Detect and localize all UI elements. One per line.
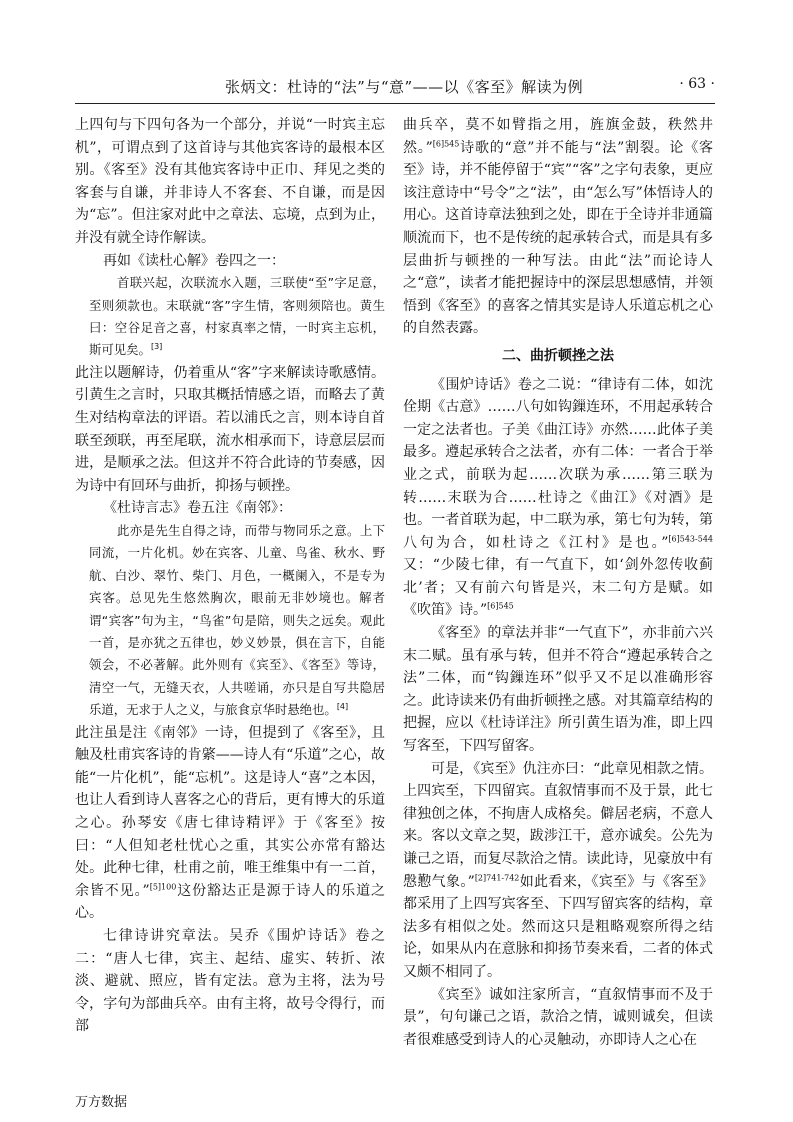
block-quote <box>75 272 385 362</box>
header-rule <box>75 103 715 104</box>
paragraph <box>403 114 713 340</box>
paragraph <box>403 374 713 623</box>
text: 《围炉诗话》卷之二说：“律诗有二体，如沈佺期《古意》……八句如钩鏁连环，不用起承转合一定之法者也。子美《曲江诗》亦然……此体子美最多。遵起承转合之法者，亦有二体：一者合于举业之式，前联为起……次联为承……第三联为转……末联为合……杜诗之《曲江》《对酒》是也。一者首联为起，中二联为承，第七句为转，第八句为合，如杜诗之《江村》是也。” <box>403 376 713 551</box>
paragraph: 《宾至》诚如注家所言，“直叙情事而不及于景”，句句谦己之语，款洽之情，诚则诚矣，但读者很难感受到诗人的心灵触动，亦即诗人之心在 <box>403 986 713 1048</box>
citation-ref: [4] <box>336 702 349 712</box>
citation-ref: [3] <box>150 342 163 352</box>
text: 此注虽是注《南邻》一诗，但提到了《客至》，且触及杜甫宾客诗的肯綮——诗人有“乐道”之心，故能“一片化机”，能“忘机”。这是诗人“喜”之本因，也让人看到诗人喜客之心的背后，更有博大的乐道之心。孙琴安《唐七律诗精评》于《客至》按曰：“人但知老杜忧心之重，其实公亦常有豁达处。此种七律，杜甫之前，唯王维集中有一二首，余皆不见。” <box>75 724 385 899</box>
paragraph <box>75 722 385 925</box>
citation-ref: [2]741-742 <box>474 872 520 882</box>
block-quote <box>75 520 385 722</box>
paragraph: 上四句与下四句各为一个部分，并说“一时宾主忘机”，可谓点到了这首诗与其他宾客诗的最根本区别。《客至》没有其他宾客诗中正巾、拜见之类的客套与自谦，并非诗人不客套、不自谦，而是因为“忘”。但注家对此中之章法、忘境，点到为止，并没有就全诗作解读。 <box>75 117 385 246</box>
text: 可是，《宾至》仇注亦曰：“此章见相款之情。上四宾至，下四留宾。直叙情事而不及于景，此七律独创之体，不拘唐人成格矣。僻居老病，不意人来。客以文章之契，跋涉江干，意亦诚矣。公先为谦己之语，而复尽款洽之情。读此诗，见豪放中有慇懃气象。” <box>403 760 713 890</box>
citation-ref: [6]545 <box>432 138 460 148</box>
paragraph: 七律诗讲究章法。吴乔《围炉诗话》卷之二：“唐人七律，宾主、起结、虚实、转折、浓淡、避就、照应，皆有定法。意为主将，法为号令，字句为部曲兵卒。由有主将，故号令得行，而部 <box>75 927 385 1035</box>
paragraph: 《杜诗言志》卷五注《南邻》： <box>103 500 292 517</box>
text: 曲兵卒，莫不如臂指之用，旌旗金鼓，秩然井然。” <box>403 117 713 156</box>
quote-text: 首联兴起，次联流水入题，三联使“至”字足意，至则须款也。末联就“客”字生情，客则须陪也。黄生曰：空谷足音之喜，村家真率之情，一时宾主忘机，斯可见矣。 <box>89 275 385 358</box>
right-column <box>403 114 713 1051</box>
footer-watermark: 万方数据 <box>75 1095 128 1110</box>
paragraph: 《客至》的章法并非“一气直下”，亦非前六兴末二赋。虽有承与转，但并不符合“遵起承转合之法”二体，而“钩鏁连环”似乎又不足以准确形容之。此诗读来仍有曲折顿挫之感。对其篇章结构的把握，应以《杜诗详注》所引黄生语为准，即上四写客至，下四写留客。 <box>403 625 713 755</box>
running-header <box>75 76 715 98</box>
section-heading: 二、曲折顿挫之法 <box>502 347 614 364</box>
text: 又：“少陵七律，有一气直下，如‘剑外忽传收蓟北’者；又有前六句皆是兴，末二句方是赋。如《吹笛》诗。” <box>403 557 713 619</box>
page-number: · 63 · <box>679 76 715 92</box>
paragraph: 再如《读杜心解》卷四之一： <box>103 252 285 269</box>
citation-ref: [6]543-544 <box>668 534 713 544</box>
text: 诗歌的“意”并不能与“法”割裂。论《客至》诗，并不能停留于“宾”“客”之字句表象，更应该注意诗中“号令”之“法”，由“怎么写”体悟诗人的用心。这首诗章法独到之处，即在于全诗并非通篇顺流而下，也不是传统的起承转合式，而是具有多层曲折与顿挫的一种写法。由此“法”而论诗人之“意”，读者才能把握诗中的深层思想感情，并领悟到《客至》的喜客之情其实是诗人乐道忘机之心的自然表露。 <box>403 139 713 337</box>
left-column <box>75 114 385 1038</box>
citation-ref: [6]545 <box>487 601 514 611</box>
paragraph <box>403 758 713 984</box>
quote-text: 此亦是先生自得之诗，而带与物同乐之意。上下同流，一片化机。妙在宾客、儿童、鸟雀、秋水、野航、白沙、翠竹、柴门、月色，一概阑入，不是专为宾客。总见先生悠然胸次，眼前无非妙境也。解者谓“宾客”句为主，“鸟雀”句是陪，则失之远矣。观此一首，是亦犹之五律也，妙义妙景，俱在言下，自能领会，不必著解。此外则有《宾至》、《客至》等诗，清空一气，无缝天衣，人共嗟诵，亦只是自写共隐居乐道，无求于人之义，与旅食京华时悬绝也。 <box>89 522 385 718</box>
text: 这份豁达正是源于诗人的乐道之心。 <box>75 882 385 922</box>
citation-ref: [5]100 <box>149 882 177 892</box>
running-title: 张炳文：杜诗的“法”与“意”——以《客至》解读为例 <box>225 78 584 96</box>
text: 如此看来，《宾至》与《客至》都采用了上四写宾客至、下四写留宾客的结构，章法多有相似之处。然而这只是粗略观察所得之结论，如果从内在意脉和抑扬节奏来看，二者的体式又颇不相同了。 <box>403 873 713 980</box>
paragraph: 此注以题解诗，仍着重从“客”字来解读诗歌感情。引黄生之言时，只取其概括情感之语，而略去了黄生对结构章法的评语。若以浦氏之言，则本诗自首联至颈联，再至尾联，流水相承而下，诗意层层而进，是顺承之法。但这并不符合此诗的节奏感，因为诗中有回环与曲折，抑扬与顿挫。 <box>75 364 385 494</box>
